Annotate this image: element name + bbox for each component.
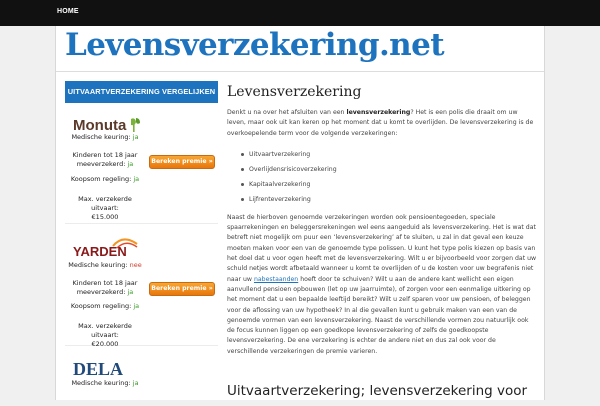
page-container (55, 26, 545, 400)
yarden-calculate-button[interactable]: Bereken premie » (149, 282, 215, 296)
monuta-medical-row: Medische keuring: ja (71, 133, 139, 141)
top-navigation-bar (0, 0, 600, 26)
monuta-logo-text: Monuta (73, 117, 127, 134)
site-title[interactable]: Levensverzekering.net (65, 27, 444, 63)
list-item: Overlijdensrisicoverzekering (241, 162, 537, 177)
body-paragraph: Naast de hierboven genoemde verzekeringen worden ook pensioentegoeden, speciale spaarrekeningen en beleggersrekeningen wel eens aangeduid als levensverzekering. Het is wat dat betreft niet mogelijk om puur een ‘levensverzekering’ af te sluiten, u zal in dat geval een keuze moeten maken voor een van de genoemde type polissen. U kunt het type polis kiezen op basis van het doel dat u voor ogen heeft met de levensverzekering. Wilt u er bijvoorbeeld voor zorgen dat uw schuld netjes wordt afbetaald wanneer u komt te overlijden of u de kosten voor uw begrafenis niet naar uw nabestaanden hoeft door te schuiven? Wilt u aan de andere kant wellicht een eigen aanvullend pensioen opbouwen (let op uw jaarruimte), of zorgen voor een eenmalige uitkering op het moment dat u een bepaalde leeftijd bereikt? Wilt u zelf sparen voor uw pensioen, of beleggen voor de aflossing van uw hypotheek? In al die gevallen kunt u gebruik maken van een van de genoemde vormen van een levensverzekering. Naast de verschillende vormen zou natuurlijk ook de focus kunnen liggen op een goedkope levensverzekering of zelfs de goedkoopste levensverzekering. De ene verzekering is echter de andere niet en dus zal ook voor de verschillende verzekeringen de premie varieren. (227, 213, 537, 355)
dela-medical-row: Medische keuring: ja (71, 379, 139, 387)
main-content (227, 84, 537, 357)
dela-logo-text: DELA (73, 359, 124, 378)
sidebar (65, 81, 218, 406)
provider-card-yarden (65, 224, 218, 346)
list-item: Lijfrenteverzekering (241, 192, 537, 207)
site-header (56, 26, 544, 72)
yarden-logo (73, 236, 153, 262)
provider-card-dela (65, 346, 218, 406)
yarden-max-row: Max. verzekerde uitvaart: €20.000 (78, 322, 132, 348)
dela-logo-mark (73, 358, 133, 378)
sidebar-heading: UITVAARTVERZEKERING VERGELIJKEN (65, 81, 218, 103)
list-item: Kapitaalverzekering (241, 177, 537, 192)
yarden-logo-text: YARDEN (73, 244, 127, 258)
yarden-logo-mark (73, 236, 153, 258)
monuta-kids-row: Kinderen tot 18 jaar meeverzekerd: ja (72, 151, 138, 168)
monuta-calculate-button[interactable]: Bereken premie » (149, 155, 215, 169)
monuta-purchase-row: Koopsom regeling: ja (70, 175, 140, 183)
yarden-kids-row: Kinderen tot 18 jaar meeverzekerd: ja (72, 279, 138, 296)
page-title: Levensverzekering (227, 84, 362, 100)
section-subtitle: Uitvaartverzekering; levensverzekering voor (227, 383, 528, 399)
monuta-max-row: Max. verzekerde uitvaart: €15.000 (78, 195, 132, 221)
insurance-type-list (241, 147, 537, 207)
intro-paragraph: Denkt u na over het afsluiten van een levensverzekering? Het is een polis die draait om uw leven, maar ook uit kan keren op het moment dat u komt te overlijden. De levensverzekering is de overkoepelende term voor de volgende verzekeringen: (227, 109, 534, 137)
monuta-logo-mark (73, 115, 143, 135)
provider-card-monuta (65, 103, 218, 224)
yarden-medical-row: Medische keuring: nee (68, 261, 142, 269)
nabestaanden-link[interactable]: nabestaanden (253, 275, 299, 283)
yarden-purchase-row: Koopsom regeling: ja (70, 302, 140, 310)
list-item: Uitvaartverzekering (241, 147, 537, 162)
nav-home-link[interactable]: HOME (57, 8, 79, 15)
